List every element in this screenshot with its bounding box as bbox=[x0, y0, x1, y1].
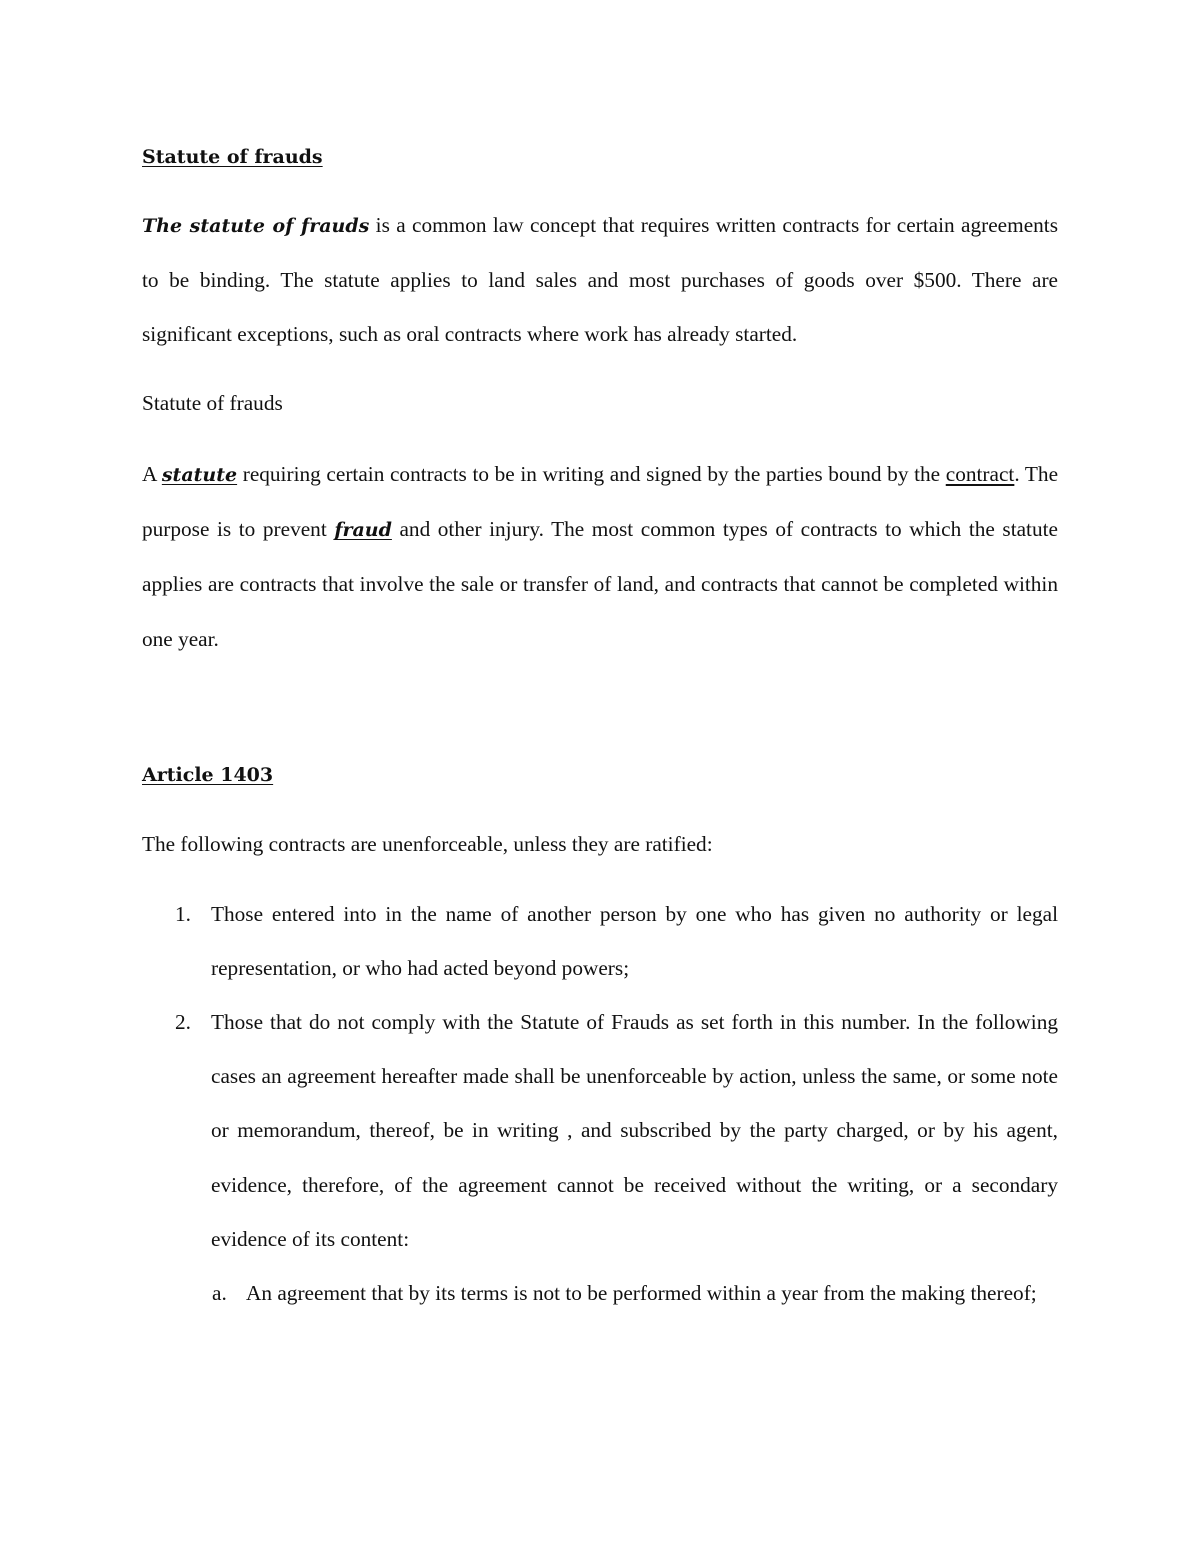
section-heading-statute-of-frauds: Statute of frauds bbox=[142, 146, 323, 168]
list-marker-1: 1. bbox=[175, 902, 191, 926]
explanation-text-a: requiring certain contracts to be in writing and signed by the parties bound by the bbox=[237, 462, 946, 486]
list-subitem-a bbox=[212, 1266, 1058, 1320]
explanation-text-c: and other injury. The most common types of contracts to which the statute applies are contracts that involve the sale or transfer of land, and contracts that cannot be completed within one year. bbox=[142, 517, 1058, 651]
subtitle-statute-of-frauds: Statute of frauds bbox=[142, 391, 283, 415]
list-item-1 bbox=[175, 887, 1058, 995]
list-marker-2: 2. bbox=[175, 1010, 191, 1034]
article-intro: The following contracts are unenforceable, unless they are ratified: bbox=[142, 832, 713, 856]
document-page bbox=[142, 0, 1058, 1553]
explanation-lead: A bbox=[142, 462, 162, 486]
definition-text: is a common law concept that requires written contracts for certain agreements to be binding. The statute applies to land sales and most purchases of goods over $500. There are significant exceptions, such as oral contracts where work has already started. bbox=[142, 213, 1058, 347]
explanation-paragraph bbox=[142, 447, 1058, 666]
list-item-2 bbox=[175, 995, 1058, 1266]
section-heading-article-1403: Article 1403 bbox=[142, 764, 274, 786]
list-subitem-a-text: An agreement that by its terms is not to be performed within a year from the making thereof; bbox=[246, 1281, 1037, 1305]
definition-paragraph bbox=[142, 198, 1058, 362]
list-item-1-text: Those entered into in the name of another person by one who has given no authority or legal representation, or who had acted beyond powers; bbox=[211, 902, 1058, 981]
term-statute-of-frauds: The statute of frauds bbox=[142, 215, 370, 237]
explanation-text-b: . The purpose is to prevent bbox=[142, 462, 1059, 542]
term-contract-link[interactable]: contract bbox=[945, 462, 1015, 486]
list-item-2-text: Those that do not comply with the Statute of Frauds as set forth in this number. In the following cases an agreement hereafter made shall be unenforceable by action, unless the same, or some note or memorandum, thereof, be in writing , and subscribed by the party charged, or by his agent, evidence, therefore, of the agreement cannot be received without the writing, or a secondary evidence of its content: bbox=[211, 1010, 1058, 1251]
term-statute-link[interactable]: statute bbox=[161, 464, 238, 486]
term-fraud-link[interactable]: fraud bbox=[334, 519, 392, 542]
list-marker-a: a. bbox=[212, 1281, 227, 1305]
